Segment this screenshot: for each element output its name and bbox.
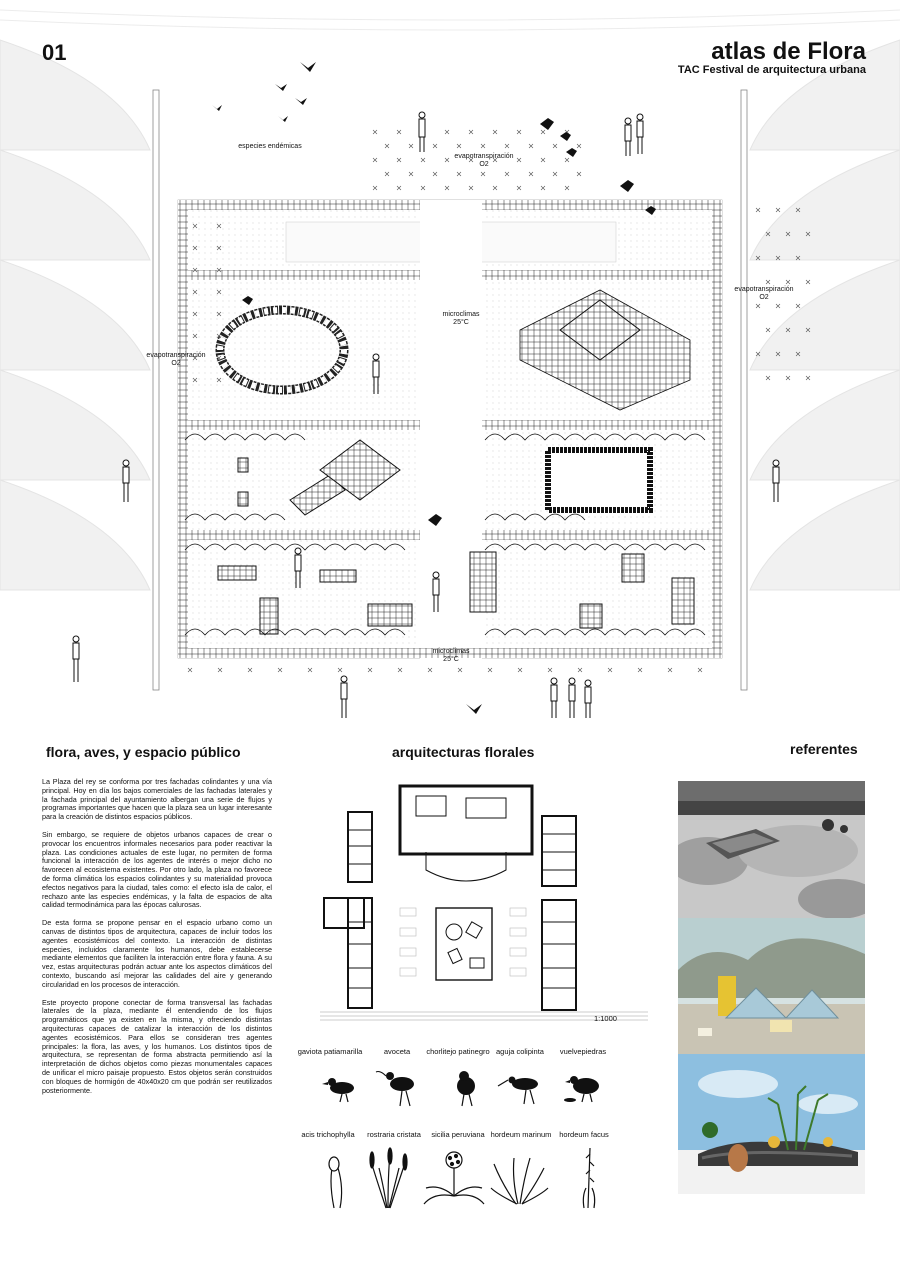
- species-cross-marker: [398, 668, 402, 672]
- species-cross-marker: [766, 376, 770, 380]
- label-microclimate-bottom: [411, 648, 491, 664]
- label-temp-text: 25°C: [443, 656, 459, 663]
- scale-label: 1:1000: [594, 1014, 617, 1023]
- bird-name: vuelvepiedras: [559, 1047, 607, 1056]
- species-cross-marker: [488, 668, 492, 672]
- species-cross-marker: [548, 668, 552, 672]
- species-cross-marker: [278, 668, 282, 672]
- species-cross-marker: [409, 172, 413, 176]
- species-cross-marker: [796, 304, 800, 308]
- species-cross-marker: [385, 172, 389, 176]
- species-cross-marker: [529, 144, 533, 148]
- godwit-icon: [498, 1077, 538, 1105]
- body-paragraph: La Plaza del rey se conforma por tres fachadas colindantes y una vía principal. Hoy en día los bajos comerciales de las fachadas laterales y la fachada principal del ayuntamiento albergan una serie de flujos y programas importantes que hacen que la plaza sea un lugar interesante para la creación de distintos espacios públicos.: [42, 777, 272, 822]
- plant-name: rostraria cristata: [367, 1130, 421, 1139]
- turnstone-icon: [564, 1076, 599, 1102]
- species-cross-marker: [433, 172, 437, 176]
- species-cross-marker: [553, 144, 557, 148]
- species-cross-marker: [553, 172, 557, 176]
- species-cross-marker: [505, 172, 509, 176]
- species-cross-marker: [505, 144, 509, 148]
- species-cross-marker: [541, 130, 545, 134]
- rostraria-icon: [370, 1148, 407, 1208]
- hordeum-facus-icon: [583, 1148, 594, 1208]
- label-microclimate-top: [421, 311, 501, 327]
- label-o2-text: O2: [171, 360, 181, 367]
- bird-name: chorlitejo patinegro: [426, 1047, 490, 1056]
- reference-photo-plaza: [678, 781, 865, 921]
- reference-photo-planter: [678, 1054, 865, 1194]
- body-paragraph: Este proyecto propone conectar de forma transversal las fachadas laterales de la plaza, mediante él entendiendo de los flujos programáticos que ya existen en la misma, y ofreciendo distintas arquitecturas capaces de catalizar la interacción de los distintos agentes ecosistémicos. Para ellos se consideran tres agentes principales: la flora, las aves, y los humanos. Los distintos tipos de arquitectura, se representan de forma abstracta permitiendo así la interpretación de dichos objetos como piezas monumentales capaces de unificar el micro paisaje propuesto. Estos objetos serán construidos con bloques de hormigón de 40x40x20 cm que podrán ser reutilizados posteriormente.: [42, 997, 272, 1095]
- species-cross-marker: [529, 172, 533, 176]
- species-cross-marker: [368, 668, 372, 672]
- species-cross-marker: [373, 186, 377, 190]
- sheet-number: 01: [42, 40, 67, 65]
- bird-name: avoceta: [383, 1047, 411, 1056]
- species-cross-marker: [638, 668, 642, 672]
- plant-name: sicilia peruviana: [431, 1130, 485, 1139]
- bird-name: gaviota patiamarilla: [297, 1047, 363, 1056]
- label-evap-text: evapotranspiración: [734, 286, 794, 293]
- species-cross-marker: [385, 144, 389, 148]
- species-cross-marker: [493, 186, 497, 190]
- avocet-icon: [376, 1072, 414, 1107]
- species-cross-marker: [565, 158, 569, 162]
- species-cross-marker: [786, 376, 790, 380]
- plant-name: hordeum facus: [559, 1130, 609, 1139]
- species-cross-marker: [218, 668, 222, 672]
- label-micro-text: microclimas: [442, 311, 480, 318]
- site-plan-drawing: [316, 782, 656, 1022]
- body-paragraph: Sin embargo, se requiere de objetos urbanos capaces de crear o provocar los encuentros informales necesarios para poder reactivar la plaza. Las condiciones actuales de este lugar, no permiten de forma funcional la interacción de los agentes de interés o mejor dicho no favorecen al ecosistema existentes. Por otro lado, la plaza no favorece de forma climática los espacios colindantes y su materialidad provoca efectos negativos para la ciudad, tales como: el efecto isla de calor, el rechazo ante las especies endémicas, y la falta de espacios de alta calidad termodinámica para las épocas calurosas.: [42, 829, 272, 910]
- label-o2-text: O2: [759, 294, 769, 301]
- gull-icon: [322, 1078, 354, 1102]
- species-cross-marker: [806, 280, 810, 284]
- species-cross-marker: [517, 186, 521, 190]
- species-cross-marker: [457, 172, 461, 176]
- species-cross-marker: [806, 376, 810, 380]
- label-evap-top: [444, 153, 524, 169]
- scilla-icon: [424, 1152, 484, 1204]
- species-cross-marker: [338, 668, 342, 672]
- species-cross-marker: [373, 158, 377, 162]
- heading-referentes: referentes: [790, 741, 858, 757]
- heading-arquitecturas-florales: arquitecturas florales: [392, 744, 535, 760]
- species-cross-marker: [445, 130, 449, 134]
- species-cross-marker: [373, 130, 377, 134]
- label-evap-text: evapotranspiración: [146, 352, 206, 359]
- reference-photo-tents: [678, 918, 865, 1058]
- body-paragraph: De esta forma se propone pensar en el espacio urbano como un canvas de distintos tipos de arquitectura, capaces de incluir todos los agentes ecosistémicos del contexto. La interacción de distintas especies, incluidos claramente los humanos, debe establecerse mediante elementos que faciliten la interacción entre flora y fauna. A su vez, estas arquitecturas podrán actuar ante los aspectos climáticos del contexto, buscando así mejorar las calidades del aire y generando circularidad en los procesos de interacción.: [42, 918, 272, 989]
- plant-name: hordeum marinum: [490, 1130, 552, 1139]
- species-cross-marker: [608, 668, 612, 672]
- species-cross-marker: [248, 668, 252, 672]
- acis-icon: [329, 1157, 342, 1208]
- label-o2-text: O2: [479, 161, 489, 168]
- species-cross-marker: [469, 186, 473, 190]
- heading-flora-aves: flora, aves, y espacio público: [46, 744, 241, 760]
- species-cross-marker: [541, 158, 545, 162]
- species-cross-marker: [577, 172, 581, 176]
- species-cross-marker: [565, 186, 569, 190]
- species-cross-marker: [469, 130, 473, 134]
- body-text: [42, 778, 272, 1104]
- bird-name: aguja colipinta: [496, 1047, 544, 1056]
- label-endemic-species: especies endémicas: [238, 143, 302, 150]
- species-cross-marker: [698, 668, 702, 672]
- species-cross-marker: [541, 186, 545, 190]
- species-cross-marker: [397, 158, 401, 162]
- species-cross-marker: [397, 186, 401, 190]
- species-cross-marker: [458, 668, 462, 672]
- species-cross-marker: [776, 208, 780, 212]
- species-cross-marker: [457, 144, 461, 148]
- species-cross-marker: [493, 130, 497, 134]
- species-cross-marker: [188, 668, 192, 672]
- species-cross-marker: [397, 130, 401, 134]
- species-cross-marker: [308, 668, 312, 672]
- species-cross-marker: [433, 144, 437, 148]
- hordeum-marinum-icon: [491, 1158, 548, 1204]
- species-cross-marker: [756, 208, 760, 212]
- species-cross-marker: [756, 304, 760, 308]
- sheet-subtitle: TAC Festival de arquitectura urbana: [677, 64, 866, 76]
- species-cross-marker: [766, 328, 770, 332]
- species-cross-marker: [668, 668, 672, 672]
- species-cross-marker: [517, 130, 521, 134]
- plant-icons: [316, 1144, 616, 1210]
- species-cross-marker: [445, 186, 449, 190]
- species-cross-marker: [409, 144, 413, 148]
- species-cross-marker: [421, 186, 425, 190]
- plant-name: acis trichophylla: [301, 1130, 355, 1139]
- label-temp-text: 25°C: [453, 319, 469, 326]
- species-cross-marker: [786, 280, 790, 284]
- species-cross-marker: [518, 668, 522, 672]
- bird-icons: [320, 1066, 620, 1110]
- species-cross-marker: [776, 304, 780, 308]
- species-cross-marker: [481, 144, 485, 148]
- species-cross-marker: [421, 158, 425, 162]
- species-cross-marker: [481, 172, 485, 176]
- species-cross-marker: [766, 280, 770, 284]
- species-cross-marker: [428, 668, 432, 672]
- species-cross-marker: [577, 144, 581, 148]
- sheet-title: atlas de Flora: [711, 38, 866, 65]
- species-cross-marker: [578, 668, 582, 672]
- label-evap-text: evapotranspiración: [454, 153, 514, 160]
- plover-icon: [457, 1071, 475, 1106]
- label-micro-text: microclimas: [432, 648, 470, 655]
- label-evap-left: [136, 352, 216, 368]
- label-evap-right: [724, 286, 804, 302]
